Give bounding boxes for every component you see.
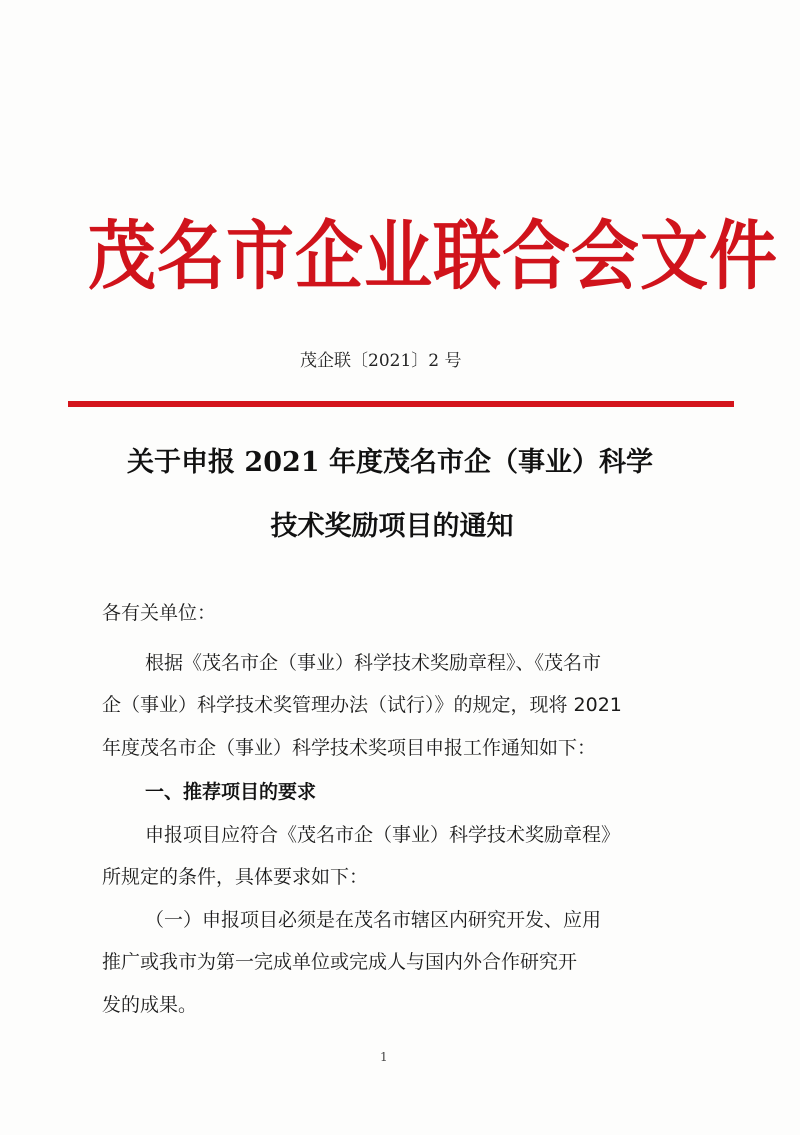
paragraph-2-line-1: 申报项目应符合《茂名市企（事业）科学技术奖励章程》 <box>145 824 621 846</box>
document-title-line-1: 关于申报 2021 年度茂名市企（事业）科学 <box>127 447 653 478</box>
section-1-heading: 一、推荐项目的要求 <box>145 781 317 803</box>
salutation: 各有关单位： <box>102 602 217 624</box>
paragraph-1-line-1: 根据《茂名市企（事业）科学技术奖励章程》、《茂名市 <box>145 652 602 674</box>
page-number: 1 <box>380 1050 388 1064</box>
paragraph-3-line-3: 发的成果。 <box>102 994 198 1016</box>
masthead-title: 茂名市企业联合会文件 <box>88 212 779 301</box>
paragraph-2-line-2: 所规定的条件，具体要求如下： <box>102 866 369 888</box>
document-number: 茂企联〔2021〕2 号 <box>300 351 462 371</box>
red-separator-rule <box>68 401 734 407</box>
paragraph-1-line-2: 企（事业）科学技术奖管理办法（试行）》的规定，现将 2021 <box>102 694 622 716</box>
paragraph-3-line-2: 推广或我市为第一完成单位或完成人与国内外合作研究开 <box>102 951 578 973</box>
document-title-line-2: 技术奖励项目的通知 <box>270 511 514 542</box>
paragraph-1-line-3: 年度茂名市企（事业）科学技术奖项目申报工作通知如下： <box>102 737 597 759</box>
paragraph-3-line-1: （一）申报项目必须是在茂名市辖区内研究开发、应用 <box>145 909 602 931</box>
